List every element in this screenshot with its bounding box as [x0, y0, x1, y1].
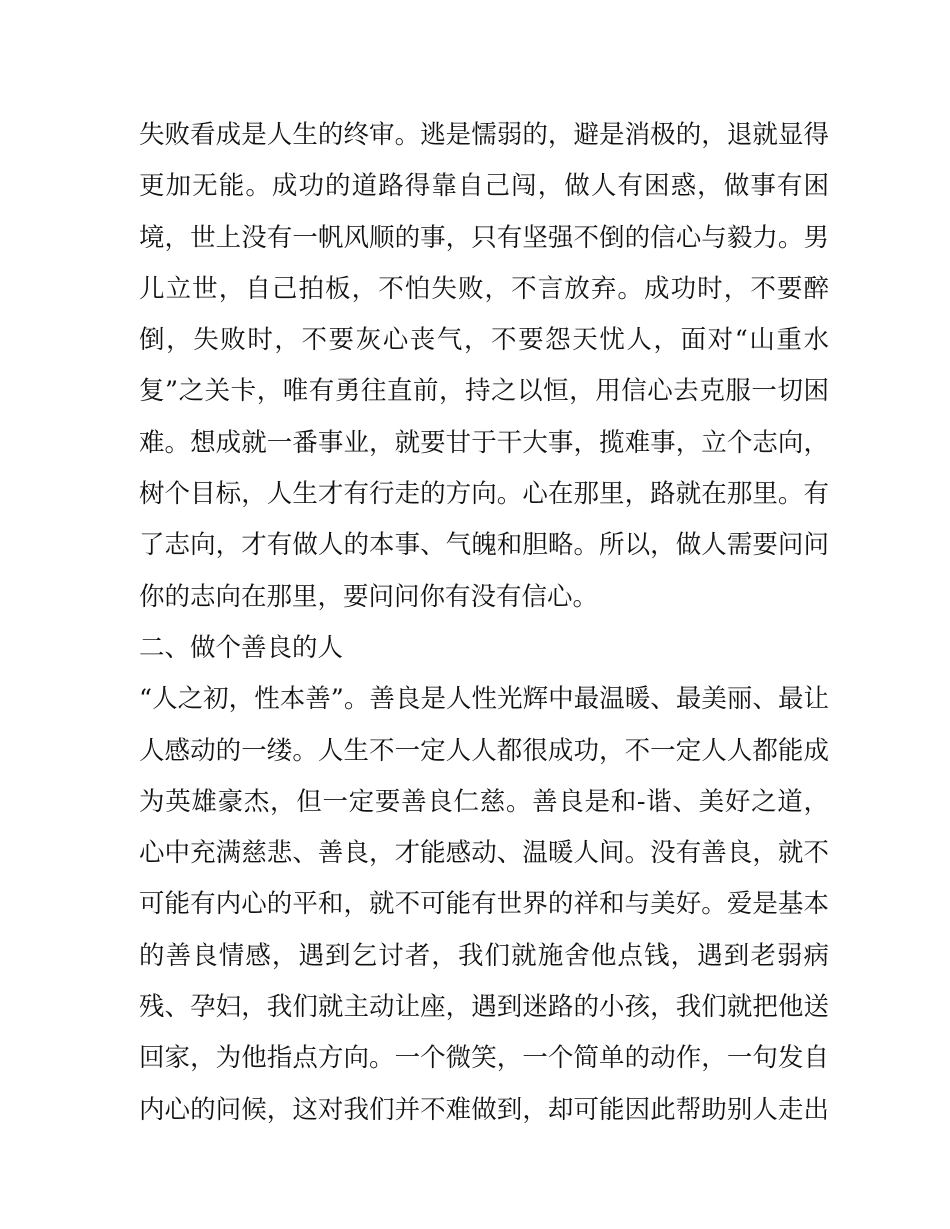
text-line: 境，世上没有一帆风顺的事，只有坚强不倒的信心与毅力。男: [139, 222, 829, 253]
text-line: 更加无能。成功的道路得靠自己闯，做人有困惑，做事有困: [139, 171, 829, 202]
text-line: “人之初，性本善”。善良是人性光辉中最温暖、最美丽、最让: [139, 684, 829, 715]
text-line: 可能有内心的平和，就不可能有世界的祥和与美好。爱是基本: [139, 889, 829, 920]
text-line: 失败看成是人生的终审。逃是懦弱的，避是消极的，退就显得: [139, 120, 829, 150]
text-line: 倒，失败时，不要灰心丧气，不要怨天忧人，面对“山重水: [139, 325, 829, 356]
text-line: 你的志向在那里，要问问你有没有信心。: [139, 581, 599, 612]
text-line: 难。想成就一番事业，就要甘于干大事，揽难事，立个志向，: [139, 427, 829, 458]
text-line: 了志向，才有做人的本事、气魄和胆略。所以，做人需要问问: [139, 530, 829, 561]
text-line: 残、孕妇，我们就主动让座，遇到迷路的小孩，我们就把他送: [139, 992, 829, 1023]
text-line: 的善良情感，遇到乞讨者，我们就施舍他点钱，遇到老弱病: [139, 940, 829, 971]
text-line: 回家，为他指点方向。一个微笑，一个简单的动作，一句发自: [139, 1043, 829, 1074]
body-text: [139, 110, 829, 1136]
text-line: 儿立世，自己拍板，不怕失败，不言放弃。成功时，不要醉: [139, 273, 829, 304]
text-line: 人感动的一缕。人生不一定人人都很成功，不一定人人都能成: [139, 735, 829, 766]
text-line: 树个目标，人生才有行走的方向。心在那里，路就在那里。有: [139, 479, 829, 510]
section-heading: 二、做个善良的人: [139, 632, 344, 663]
text-line: 为英雄豪杰，但一定要善良仁慈。善良是和-谐、美好之道，: [139, 786, 829, 817]
text-line: 复”之关卡，唯有勇往直前，持之以恒，用信心去克服一切困: [139, 376, 829, 407]
text-line: 内心的问候，这对我们并不难做到，却可能因此帮助别人走出: [139, 1094, 829, 1125]
text-line: 心中充满慈悲、善良，才能感动、温暖人间。没有善良，就不: [139, 838, 829, 869]
